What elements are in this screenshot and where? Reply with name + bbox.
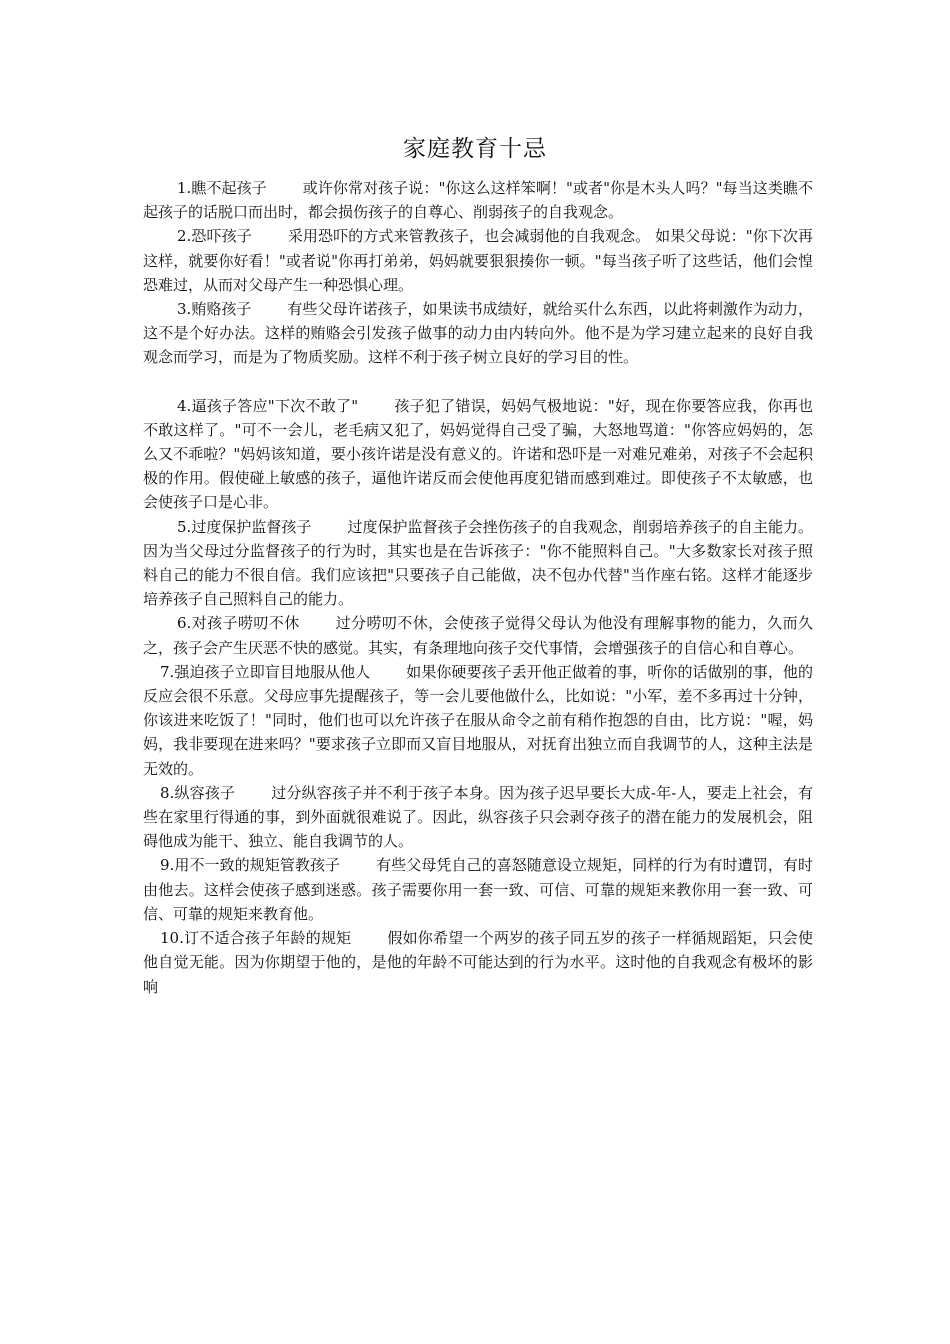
paragraph-text: 过分纵容孩子并不利于孩子本身。因为孩子迟早要长大成-年-人，要走上社会，有些在家里行得通的事，到外面就很难说了。因此，纵容孩子只会剥夺孩子的潜在能力的发展机会，阻碍他成为能干、独立、能自我调节的人。 [143,783,814,851]
paragraph-9 [143,853,813,926]
paragraph-text: 过度保护监督孩子会挫伤孩子的自我观念，削弱培养孩子的自主能力。因为当父母过分监督孩子的行为时，其实也是在告诉孩子："你不能照料自己。"大多数家长对孩子照料自己的能力不很自信。我们应该把"只要孩子自己能做，决不包办代替"当作座右铭。这样才能逐步培养孩子自己照料自己的能力。 [143,517,813,609]
document-body [143,176,813,999]
paragraph-heading: 4.逼孩子答应"下次不敢了" [177,396,359,415]
paragraph-7 [143,660,813,781]
paragraph-text: 如果你硬要孩子丢开他正做着的事，听你的话做别的事，他的反应会很不乐意。父母应事先提醒孩子，等一会儿要他做什么，比如说："小军，差不多再过十分钟，你该进来吃饭了！"同时，他们也可以允许孩子在服从命令之前有稍作抱怨的自由，比方说："喔，妈妈，我非要现在进来吗？"要求孩子立即而又盲目地服从，对抚育出独立而自我调节的人，这种主法是无效的。 [143,662,813,778]
paragraph-heading: 1.瞧不起孩子 [177,179,267,197]
paragraph-4 [143,394,813,515]
paragraph-heading: 2.恐吓孩子 [177,227,252,246]
document-title: 家庭教育十忌 [403,136,547,162]
paragraph-text: 有些父母凭自己的喜怒随意设立规矩，同样的行为有时遭罚，有时由他去。这样会使孩子感到迷惑。孩子需要你用一套一致、可信、可靠的规矩来教你用一套一致、可信、可靠的规矩来教育他。 [143,856,813,923]
paragraph-text: 有些父母许诺孩子，如果读书成绩好，就给买什么东西，以此将刺激作为动力，这不是个好办法。这样的贿赂会引发孩子做事的动力由内转向外。他不是为学习建立起来的良好自我观念而学习，而是为了物质奖励。这样不利于孩子树立良好的学习目的性。 [143,300,813,367]
paragraph-text: 采用恐吓的方式来管教孩子，也会减弱他的自我观念。 如果父母说："你下次再这样，就要你好看！"或者说"你再打弟弟，妈妈就要狠狠揍你一顿。"每当孩子听了这些话，他们会惶恐难过，从而对父母产生一种恐惧心理。 [143,227,814,294]
paragraph-text: 孩子犯了错误，妈妈气极地说："好，现在你要答应我，你再也不敢这样了。"可不一会儿，老毛病又犯了，妈妈觉得自己受了骗，大怒地骂道："你答应妈妈的，怎么又不乖啦？"妈妈该知道，要小孩许诺是没有意义的。许诺和恐吓是一对难兄难弟，对孩子不会起积极的作用。假使碰上敏感的孩子，逼他许诺反而会使他再度犯错而感到难过。即使孩子不太敏感，也会使孩子口是心非。 [143,396,813,512]
paragraph-text: 假如你希望一个两岁的孩子同五岁的孩子一样循规蹈矩，只会使他自觉无能。因为你期望于他的，是他的年龄不可能达到的行为水平。这时他的自我观念有极坏的影响 [143,929,813,996]
paragraph-3 [143,297,813,370]
paragraph-6 [143,611,813,659]
paragraph-heading: 3.贿赂孩子 [177,300,252,319]
paragraph-1 [143,176,813,224]
paragraph-heading: 9.用不一致的规矩管教孩子 [160,856,341,875]
paragraph-text: 过分唠叨不休，会使孩子觉得父母认为他没有理解事物的能力，久而久之，孩子会产生厌恶不快的感觉。其实，有条理地向孩子交代事情，会增强孩子的自信心和自尊心。 [143,614,814,657]
paragraph-10 [143,926,813,999]
paragraph-heading: 8.纵容孩子 [160,783,236,802]
paragraph-spacer [143,370,813,394]
paragraph-8 [143,781,813,854]
paragraph-heading: 5.过度保护监督孩子 [177,517,312,536]
paragraph-heading: 6.对孩子唠叨不休 [177,614,300,633]
paragraph-text: 或许你常对孩子说："你这么这样笨啊！"或者"你是木头人吗？"每当这类瞧不起孩子的话脱口而出时，都会损伤孩子的自尊心、削弱孩子的自我观念。 [143,179,813,222]
paragraph-heading: 10.订不适合孩子年龄的规矩 [160,929,352,948]
paragraph-heading: 7.强迫孩子立即盲目地服从他人 [160,662,371,681]
paragraph-2 [143,224,813,297]
paragraph-5 [143,515,813,612]
